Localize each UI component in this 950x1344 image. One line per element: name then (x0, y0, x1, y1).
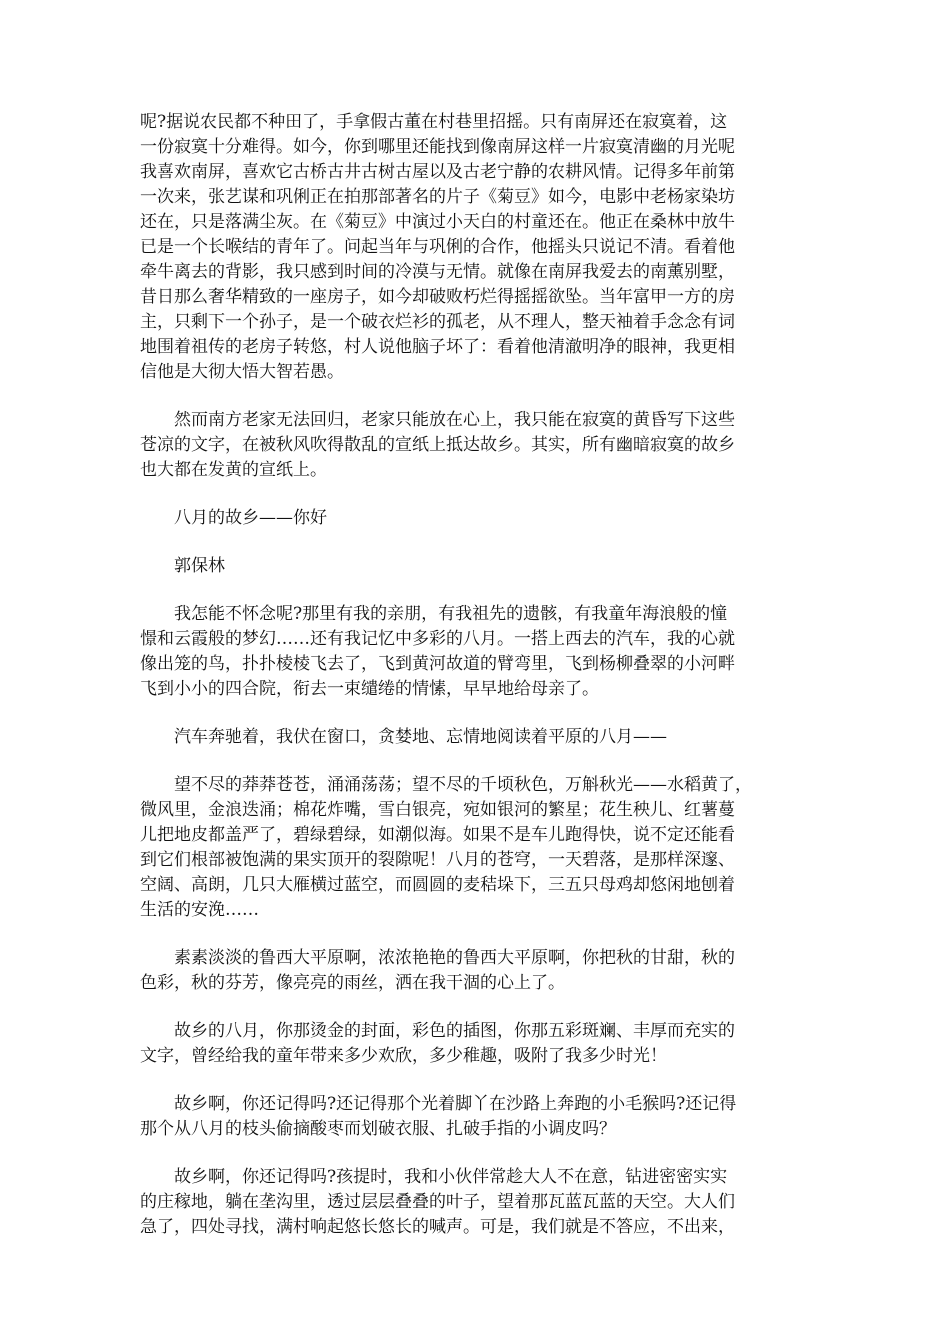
text-line: 素素淡淡的鲁西大平原啊，浓浓艳艳的鲁西大平原啊，你把秋的甘甜，秋的 (174, 948, 735, 968)
text-line: 然而南方老家无法回归，老家只能放在心上，我只能在寂寞的黄昏写下这些 (174, 410, 735, 430)
text-line: 一份寂寞十分难得。如今，你到哪里还能找到像南屏这样一片寂寞清幽的月光呢 (140, 137, 735, 157)
text-line: 一次来，张艺谋和巩俐正在拍那部著名的片子《菊豆》如今，电影中老杨家染坊 (140, 187, 735, 207)
paragraph-nanping (140, 110, 816, 385)
text-line: 我喜欢南屏，喜欢它古桥古井古树古屋以及古老宁静的农耕风情。记得多年前第 (140, 162, 735, 182)
text-line: 苍凉的文字，在被秋风吹得散乱的宣纸上抵达故乡。其实，所有幽暗寂寞的故乡 (140, 435, 735, 455)
text-line: 昔日那么奢华精致的一座房子，如今却破败朽烂得摇摇欲坠。当年富甲一方的房 (140, 287, 735, 307)
text-line: 呢?据说农民都不种田了，手拿假古董在村巷里招摇。只有南屏还在寂寞着，这 (140, 112, 728, 132)
text-line: 像出笼的鸟，扑扑棱棱飞去了，飞到黄河故道的臂弯里，飞到杨柳叠翠的小河畔 (140, 654, 735, 674)
text-line: 的庄稼地，躺在垄沟里，透过层层叠叠的叶子，望着那瓦蓝瓦蓝的天空。大人们 (140, 1192, 735, 1212)
document-body (140, 110, 816, 1263)
text-line: 还在，只是落满尘灰。在《菊豆》中演过小天白的村童还在。他正在桑林中放牛 (140, 212, 735, 232)
paragraph-august (140, 1019, 816, 1069)
paragraph-hometown (140, 408, 816, 483)
text-line: 已是一个长喉结的青年了。问起当年与巩俐的合作，他摇头只说记不清。看着他 (140, 237, 735, 257)
paragraph-bus (140, 725, 816, 750)
text-line: 故乡啊，你还记得吗?还记得那个光着脚丫在沙路上奔跑的小毛猴吗?还记得 (174, 1094, 737, 1114)
text-line: 到它们根部被饱满的果实顶开的裂隙呢！八月的苍穹，一天碧落，是那样深邃、 (140, 850, 735, 870)
text-line: 也大都在发黄的宣纸上。 (140, 460, 327, 480)
text-line: 色彩，秋的芬芳，像亮亮的雨丝，洒在我干涸的心上了。 (140, 973, 565, 993)
text-line: 牵牛离去的背影，我只感到时间的冷漠与无情。就像在南屏我爱去的南薰别墅， (140, 262, 735, 282)
article-author (140, 554, 816, 579)
text-line: 主，只剩下一个孙子，是一个破衣烂衫的孤老，从不理人，整天袖着手念念有词 (140, 312, 735, 332)
text-line: 文字，曾经给我的童年带来多少欢欣，多少稚趣，吸附了我多少时光！ (140, 1046, 667, 1066)
article-title (140, 506, 816, 531)
text-line: 我怎能不怀念呢?那里有我的亲朋，有我祖先的遗骸，有我童年海浪般的憧 (174, 604, 728, 624)
text-line: 急了，四处寻找，满村响起悠长悠长的喊声。可是，我们就是不答应，不出来， (140, 1217, 735, 1237)
text-line: 故乡啊，你还记得吗?孩提时，我和小伙伴常趁大人不在意，钻进密密实实 (174, 1167, 728, 1187)
text-line: 空阔、高朗，几只大雁横过蓝空，而圆圆的麦秸垛下，三五只母鸡却悠闲地刨着 (140, 875, 735, 895)
paragraph-remember-2 (140, 1165, 816, 1240)
text-line: 飞到小小的四合院，衔去一束缱绻的情愫，早早地给母亲了。 (140, 679, 599, 699)
paragraph-missing (140, 602, 816, 702)
article-author-text: 郭保林 (174, 556, 225, 576)
text-line: 汽车奔驰着，我伏在窗口，贪婪地、忘情地阅读着平原的八月—— (174, 727, 667, 747)
text-line: 望不尽的莽莽苍苍，涌涌荡荡；望不尽的千顷秋色，万斛秋光——水稻黄了， (174, 775, 752, 795)
text-line: 那个从八月的枝头偷摘酸枣而划破衣服、扎破手指的小调皮吗？ (140, 1119, 616, 1139)
text-line: 地围着祖传的老房子转悠，村人说他脑子坏了：看着他清澈明净的眼神，我更相 (140, 337, 735, 357)
text-line: 生活的安浼…… (140, 900, 259, 920)
paragraph-autumn-view (140, 773, 816, 923)
paragraph-plain (140, 946, 816, 996)
text-line: 儿把地皮都盖严了，碧绿碧绿，如潮似海。如果不是车儿跑得快，说不定还能看 (140, 825, 735, 845)
text-line: 憬和云霞般的梦幻……还有我记忆中多彩的八月。一搭上西去的汽车，我的心就 (140, 629, 735, 649)
text-line: 信他是大彻大悟大智若愚。 (140, 362, 344, 382)
text-line: 微风里，金浪迭涌；棉花炸嘴，雪白银亮，宛如银河的繁星；花生秧儿、红薯蔓 (140, 800, 735, 820)
article-title-text: 八月的故乡——你好 (174, 508, 327, 528)
paragraph-remember-1 (140, 1092, 816, 1142)
text-line: 故乡的八月，你那烫金的封面，彩色的插图，你那五彩斑斓、丰厚而充实的 (174, 1021, 735, 1041)
